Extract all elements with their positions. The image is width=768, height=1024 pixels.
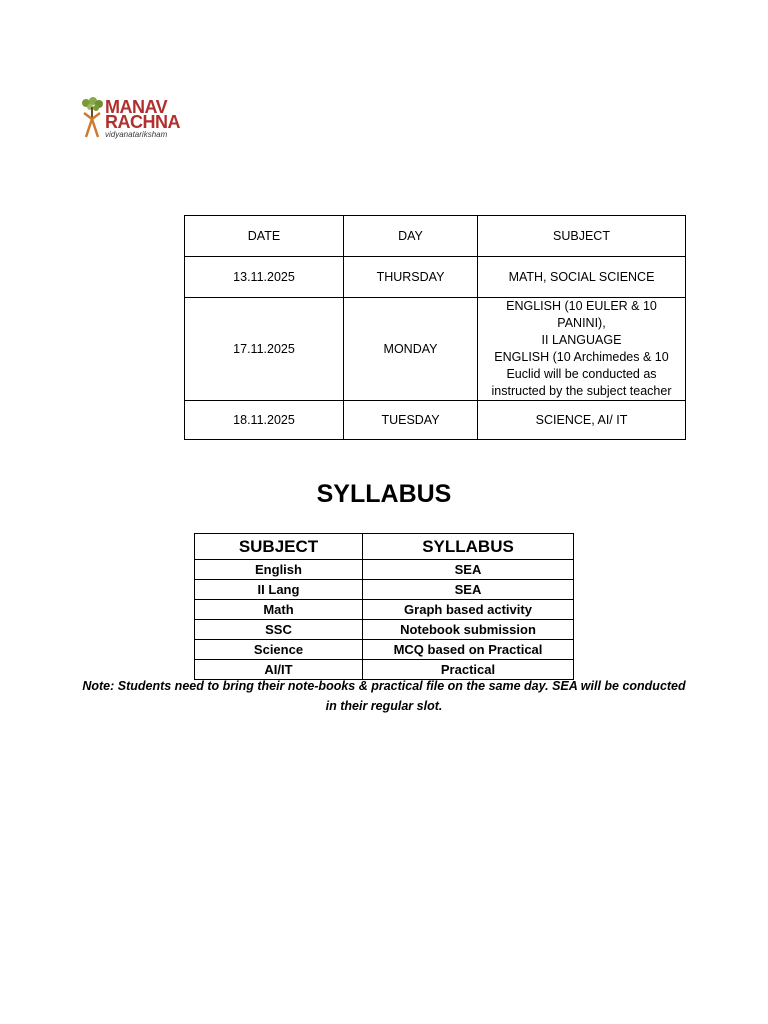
syllabus-table xyxy=(194,533,574,680)
subject-line: ENGLISH (10 Archimedes & 10 xyxy=(494,350,669,364)
subject-cell: MATH, SOCIAL SCIENCE xyxy=(478,257,686,298)
day-cell: TUESDAY xyxy=(344,401,478,440)
logo-word-rachna: RACHNA xyxy=(105,112,180,132)
note-text xyxy=(80,676,688,716)
subject-cell: Math xyxy=(195,600,363,620)
table-row xyxy=(185,401,686,440)
subject-line: II LANGUAGE xyxy=(541,333,622,347)
subject-cell: Science xyxy=(195,640,363,660)
logo-word-manav: MANAV xyxy=(105,97,168,117)
table-row xyxy=(195,640,574,660)
subject-cell: AI/IT xyxy=(195,660,363,680)
date-cell: 17.11.2025 xyxy=(185,298,344,401)
header-date: DATE xyxy=(185,216,344,257)
syllabus-cell: MCQ based on Practical xyxy=(363,640,574,660)
school-logo xyxy=(78,97,188,141)
date-cell: 18.11.2025 xyxy=(185,401,344,440)
syllabus-cell: Practical xyxy=(363,660,574,680)
table-row xyxy=(185,257,686,298)
note-line: Note: Students need to bring their note-books & practical file on the same day. SEA will be conducted xyxy=(82,679,686,693)
tree-figure-icon xyxy=(78,97,106,141)
table-row xyxy=(195,560,574,580)
day-cell: MONDAY xyxy=(344,298,478,401)
syllabus-title: SYLLABUS xyxy=(316,480,452,508)
table-header-row xyxy=(185,216,686,257)
logo-tagline: vidyanatariksham xyxy=(105,130,168,139)
subject-line: Euclid will be conducted as xyxy=(506,367,657,381)
table-header-row xyxy=(195,534,574,560)
subject-line: instructed by the subject teacher xyxy=(491,384,672,398)
header-subject: SUBJECT xyxy=(478,216,686,257)
table-row xyxy=(195,580,574,600)
table-row xyxy=(195,620,574,640)
header-subject: SUBJECT xyxy=(195,534,363,560)
subject-cell xyxy=(478,298,686,401)
subject-cell: II Lang xyxy=(195,580,363,600)
syllabus-cell: SEA xyxy=(363,560,574,580)
subject-line: ENGLISH (10 EULER & 10 PANINI), xyxy=(506,299,657,330)
subject-cell: SSC xyxy=(195,620,363,640)
subject-cell: SCIENCE, AI/ IT xyxy=(478,401,686,440)
subject-cell: English xyxy=(195,560,363,580)
header-day: DAY xyxy=(344,216,478,257)
syllabus-cell: SEA xyxy=(363,580,574,600)
syllabus-cell: Notebook submission xyxy=(363,620,574,640)
syllabus-cell: Graph based activity xyxy=(363,600,574,620)
note-line: in their regular slot. xyxy=(325,699,443,713)
exam-schedule-table xyxy=(184,215,686,440)
date-cell: 13.11.2025 xyxy=(185,257,344,298)
day-cell: THURSDAY xyxy=(344,257,478,298)
table-row xyxy=(185,298,686,401)
header-syllabus: SYLLABUS xyxy=(363,534,574,560)
table-row xyxy=(195,600,574,620)
